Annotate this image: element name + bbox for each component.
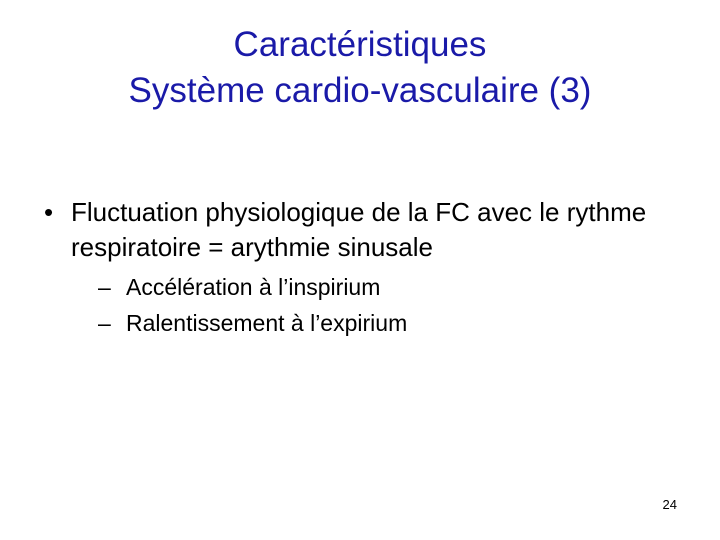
page-number: 24	[662, 497, 677, 512]
slide-body	[44, 195, 694, 341]
slide-title-line-2: Système cardio-vasculaire (3)	[128, 71, 592, 110]
slide-title	[0, 22, 720, 114]
sub-bullet-item	[98, 269, 694, 305]
sub-bullet-item	[98, 305, 694, 341]
slide-title-line-1: Caractéristiques	[233, 25, 487, 64]
sub-bullet-text: Ralentissement à l’expirium	[126, 310, 408, 336]
sub-bullet-text: Accélération à l’inspirium	[126, 274, 381, 300]
bullet-text: Fluctuation physiologique de la FC avec le rythme respiratoire = arythmie sinusale	[71, 197, 647, 262]
bullet-item	[44, 195, 694, 265]
sub-bullet-marker: –	[98, 310, 111, 336]
bullet-marker: •	[44, 197, 54, 227]
sub-bullet-marker: –	[98, 274, 111, 300]
